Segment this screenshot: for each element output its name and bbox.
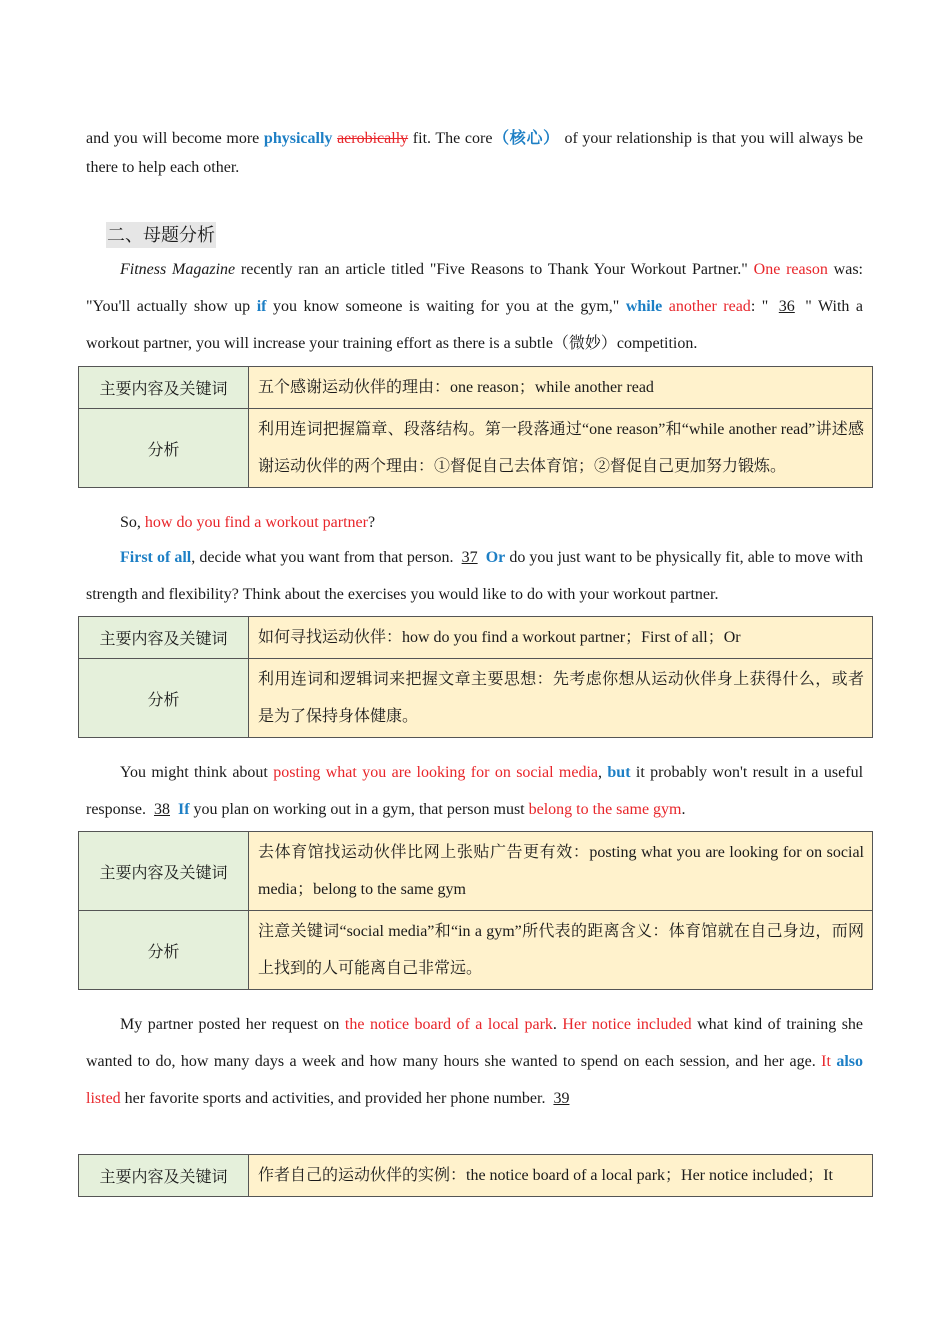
- keyword-notice-included: Her notice included: [562, 1016, 692, 1033]
- paragraph-question: So, how do you find a workout partner?: [120, 514, 376, 531]
- keyword-it: It: [821, 1053, 831, 1070]
- keyword-notice-board: the notice board of a local park: [344, 1016, 553, 1033]
- paragraph-first-of-all: First of all, decide what you want from that person. 37 Or do you just want to be physically fit, able to move with strength and flexibility? Think about the exercises you would like to do with your workout partner.: [86, 549, 864, 603]
- blank-36: 36: [778, 298, 795, 315]
- table-value: 注意关键词“social media”和“in a gym”所代表的距离含义：体育馆就在自己身边，而网上找到的人可能离自己非常远。: [249, 911, 873, 990]
- table-label: 主要内容及关键词: [79, 1155, 249, 1197]
- blank-37: 37: [461, 549, 478, 566]
- paragraph-notice-board: My partner posted her request on the notice board of a local park. Her notice included what kind of training she wanted to do, how many days a week and how many hours she wanted to spend on each session, and her age. It also listed her favorite sports and activities, and provided her phone number. 39: [86, 1016, 864, 1107]
- keyword-posting: posting what you are looking for on social media: [273, 764, 598, 781]
- keyword-first-of-all: First of all: [120, 549, 192, 566]
- table-value: 去体育馆找运动伙伴比网上张贴广告更有效：posting what you are looking for on social media；belong to the same gym: [249, 832, 873, 911]
- table-label: 分析: [79, 659, 249, 738]
- keyword-while: while: [625, 298, 663, 315]
- analysis-table-3: [78, 831, 873, 990]
- table-label: 主要内容及关键词: [79, 617, 249, 659]
- struck-word: aerobically: [337, 130, 409, 147]
- keyword-physically: physically: [263, 130, 333, 147]
- table-value: 利用连词和逻辑词来把握文章主要思想：先考虑你想从运动伙伴身上获得什么，或者是为了保持身体健康。: [249, 659, 873, 738]
- blank-38: 38: [153, 801, 170, 818]
- keyword-if: If: [177, 801, 190, 818]
- table-label: 主要内容及关键词: [79, 832, 249, 911]
- paragraph-reasons: Fitness Magazine recently ran an article titled "Five Reasons to Thank Your Workout Partner." One reason was: "You'll actually show up if you know someone is waiting for you at the gym," while another read: " 36 " With a workout partner, you will increase your training effort as there is a subtle（微妙）competition.: [86, 261, 863, 352]
- analysis-table-1: [78, 366, 873, 488]
- core-gloss: （核心）: [492, 130, 560, 147]
- analysis-table-4: [78, 1154, 873, 1197]
- blank-39: 39: [553, 1090, 570, 1107]
- keyword-if: if: [256, 298, 267, 315]
- keyword-also: also: [836, 1053, 864, 1070]
- keyword-one-reason: One reason: [753, 261, 828, 278]
- keyword-but: but: [607, 764, 631, 781]
- table-value: 如何寻找运动伙伴：how do you find a workout partner；First of all；Or: [249, 617, 873, 659]
- keyword-same-gym: belong to the same gym: [528, 801, 682, 818]
- table-label: 主要内容及关键词: [79, 367, 249, 409]
- table-label: 分析: [79, 409, 249, 488]
- paragraph-continuation: and you will become more physically aerobically fit. The core（核心） of your relationship is that you will always be there to help each other.: [86, 130, 864, 176]
- keyword-or: Or: [485, 549, 506, 566]
- keyword-listed: listed: [86, 1090, 121, 1107]
- analysis-table-2: [78, 616, 873, 738]
- table-value: 作者自己的运动伙伴的实例：the notice board of a local park；Her notice included；It: [249, 1155, 873, 1197]
- keyword-how-find: how do you find a workout partner: [144, 514, 368, 531]
- magazine-title: Fitness Magazine: [120, 261, 236, 278]
- table-value: 利用连词把握篇章、段落结构。第一段落通过“one reason”和“while another read”讲述感谢运动伙伴的两个理由：①督促自己去体育馆；②督促自己更加努力锻炼。: [249, 409, 873, 488]
- table-label: 分析: [79, 911, 249, 990]
- paragraph-social-media: You might think about posting what you are looking for on social media, but it probably won't result in a useful response. 38 If you plan on working out in a gym, that person must belong to the same gym.: [86, 764, 864, 818]
- section-heading: 二、母题分析: [106, 222, 216, 248]
- table-value: 五个感谢运动伙伴的理由：one reason；while another read: [249, 367, 873, 409]
- keyword-another-read: another read: [668, 298, 751, 315]
